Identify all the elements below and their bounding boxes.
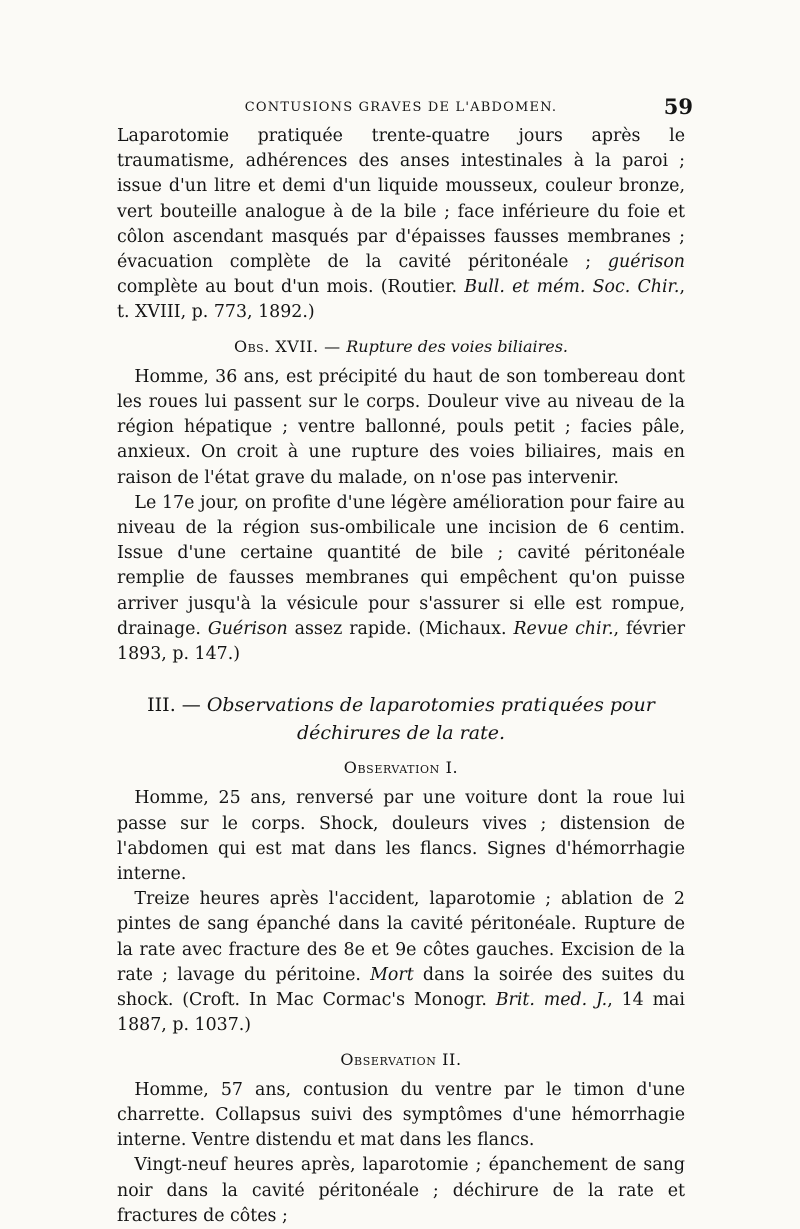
page-number: 59 — [663, 94, 693, 119]
paragraph-17e-jour — [117, 491, 685, 667]
text-run: , 14 mai 1887, p. 1037.) — [117, 990, 685, 1036]
paragraph-homme-25: Homme, 25 ans, renversé par une voiture dont la roue lui passe sur le corps. Shock, douleurs vives ; distension de l'abdomen qui est mat dans les flancs. Signes d'hémorrhagie interne. — [117, 788, 685, 885]
section-number: III. — — [147, 694, 207, 717]
italic-term: Guérison — [207, 618, 288, 639]
text-run: dans la soirée des suites du shock. (Croft. In Mac Cormac's Monogr. — [117, 964, 685, 1011]
section-title: Observations de laparotomies pratiquées pour déchirures de la rate. — [206, 694, 655, 745]
reference-title: Revue chir. — [513, 618, 614, 639]
page-header — [117, 94, 693, 120]
text-run: , t. XVIII, p. 773, 1892.) — [117, 277, 685, 323]
paragraph-homme-57: Homme, 57 ans, contusion du ventre par le timon d'une charrette. Collapsus suivi des symptômes d'une hémorrhagie interne. Ventre distendu et mat dans les flancs. — [117, 1079, 685, 1151]
observation-title: Rupture des voies biliaires. — [346, 336, 569, 356]
observation-ii-heading: Observation II. — [340, 1049, 462, 1069]
paragraph-treize-heures — [117, 887, 685, 1038]
body-text — [117, 124, 685, 1229]
text-run: Laparotomie pratiquée trente-quatre jours après le traumatisme, adhérences des anses intestinales à la paroi ; issue d'un litre et demi d'un liquide mousseux, couleur bronze, vert bouteille analogue à de la bile ; face inférieure du foie et côlon ascendant masqués par d'épaisses fausses membranes ; évacuation complète de la cavité péritonéale ; — [117, 126, 685, 273]
paragraph-laparotomie — [117, 124, 685, 326]
italic-term: guérison — [607, 252, 685, 273]
running-title: CONTUSIONS GRAVES DE L'ABDOMEN. — [244, 100, 558, 115]
observation-i-heading: Observation I. — [343, 758, 459, 778]
paragraph-vingt-neuf: Vingt-neuf heures après, laparotomie ; épanchement de sang noir dans la cavité péritonéale ; déchirure de la rate et fractures de côtes ; — [117, 1155, 685, 1226]
text-run: complète au bout d'un mois. (Routier. — [117, 277, 465, 298]
italic-term: Mort — [370, 964, 414, 985]
reference-title: Bull. et mém. Soc. Chir. — [464, 277, 680, 298]
observation-label: Obs. XVII. — — [233, 336, 347, 356]
text-run: Le 17e jour, on profite d'une légère amélioration pour faire au niveau de la région sus-ombilicale une incision de 6 centim. Issue d'une certaine quantité de bile ; cavité péritonéale remplie de fausses membranes qui empêchent qu'on puisse arriver jusqu'à la vésicule pour s'assurer si elle est rompue, drainage. — [117, 492, 685, 639]
text-run: assez rapide. (Michaux. — [287, 618, 514, 639]
observation-xvii-heading — [117, 334, 685, 359]
reference-title: Brit. med. J. — [495, 990, 608, 1011]
section-iii-heading — [117, 691, 685, 747]
text-run: Treize heures après l'accident, laparotomie ; ablation de 2 pintes de sang épanché dans la cavité péritonéale. Rupture de la rate avec fracture des 8e et 9e côtes gauches. Excision de la rate ; lavage du péritoine. — [117, 889, 685, 985]
paragraph-homme-36: Homme, 36 ans, est précipité du haut de son tombereau dont les roues lui passent sur le corps. Douleur vive au niveau de la région hépatique ; ventre ballonné, pouls petit ; facies pâle, anxieux. On croit à une rupture des voies biliaires, mais en raison de l'état grave du malade, on n'ose pas intervenir. — [117, 366, 685, 488]
text-run: , février 1893, p. 147.) — [117, 618, 686, 665]
